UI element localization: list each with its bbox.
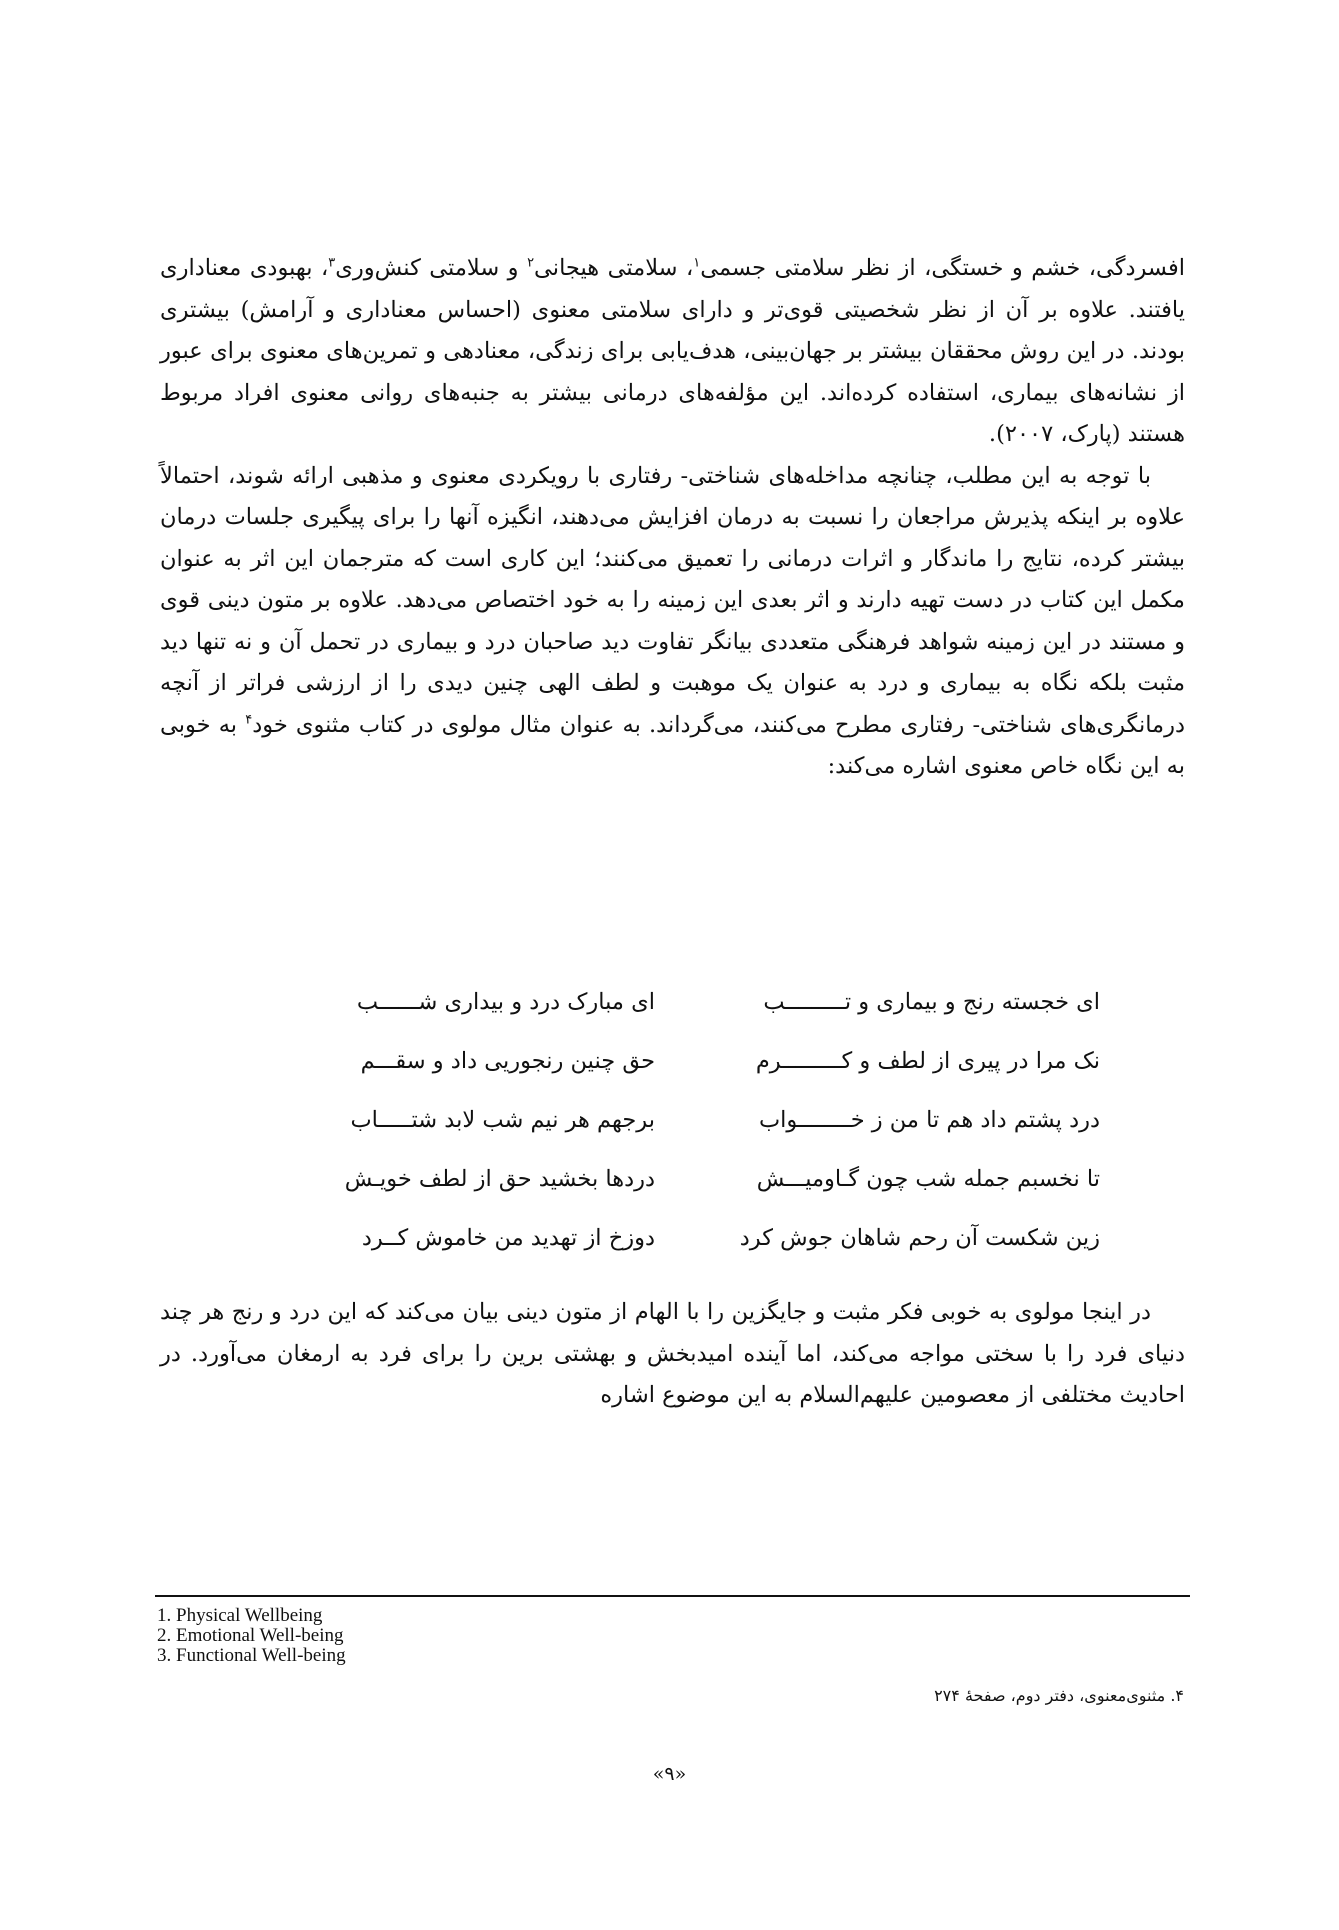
- hemistich-first: زین شکست آن رحم شاهان جوش کرد: [739, 1224, 1100, 1251]
- hemistich-second: برجهم هر نیم شب لابد شتـــــاب: [350, 1106, 655, 1133]
- hemistich-second: دردها بخشید حق از لطف خویـش: [344, 1165, 655, 1192]
- footnote-marker: ۳: [328, 255, 336, 271]
- paragraph: در اینجا مولوی به خوبی فکر مثبت و جایگزین را با الهام از متون دینی بیان می‌کند که این درد و رنج هر چند دنیای فرد را با سختی مواجه می‌کند، اما آینده امیدبخش و بهشتی برین را برای فرد به ارمغان می‌آورد. در احادیث مختلفی از معصومین علیهم‌السلام به این موضوع اشاره: [160, 1299, 1185, 1408]
- poem-verse: [290, 1149, 1100, 1208]
- paragraph: [160, 248, 1185, 456]
- poem-verse: [290, 1208, 1100, 1267]
- poem-verse: [290, 1090, 1100, 1149]
- hemistich-first: ای خجسته رنج و بیماری و تـــــــــب: [763, 988, 1100, 1015]
- hemistich-second: حق چنین رنجوریی داد و سقـــم: [360, 1047, 655, 1074]
- text-run: ، سلامتی هیجانی: [534, 255, 694, 281]
- text-run: به خوبی به این نگاه خاص معنوی اشاره می‌کند:: [160, 711, 1185, 779]
- text-run: و سلامتی کنش‌وری: [335, 255, 528, 281]
- footnote-1: 1. Physical Wellbeing: [157, 1605, 323, 1626]
- footnote-2: 2. Emotional Well-being: [157, 1625, 344, 1646]
- text-run: ، بهبودی معناداری یافتند. علاوه بر آن از نظر شخصیتی قوی‌تر و دارای سلامتی معنوی (احساس معناداری و آرامش) بیشتری بودند. در این روش محققان بیشتر بر جهان‌بینی، هدف‌یابی برای زندگی، معنادهی و تمرین‌های معنوی برای عبور از نشانه‌های بیماری، استفاده کرده‌اند. این مؤلفه‌های درمانی بیشتر به جنبه‌های روانی معنوی افراد مربوط هستند (پارک، ۲۰۰۷).: [160, 255, 1185, 447]
- hemistich-first: نک مرا در پیری از لطف و کـــــــــرم: [755, 1047, 1100, 1074]
- text-run: افسردگی، خشم و خستگی، از نظر سلامتی جسمی: [700, 255, 1185, 281]
- footnote-4: ۴. مثنوی‌معنوی، دفتر دوم، صفحهٔ ۲۷۴: [934, 1686, 1184, 1705]
- footnote-marker: ۲: [527, 255, 535, 271]
- body-text: [160, 248, 1185, 788]
- hemistich-first: تا نخسبم جمله شب چون گـاومیـــش: [756, 1165, 1100, 1192]
- footnote-marker: ۱: [693, 255, 701, 271]
- after-poem-paragraph: [160, 1292, 1185, 1417]
- page-number: «۹»: [652, 1763, 687, 1785]
- footnote-divider: [155, 1595, 1190, 1597]
- hemistich-first: درد پشتم داد هم تا من ز خــــــــواب: [758, 1106, 1100, 1133]
- hemistich-second: ای مبارک درد و بیداری شــــــب: [356, 988, 655, 1015]
- poem: [290, 972, 1100, 1267]
- poem-verse: [290, 1031, 1100, 1090]
- footnote-3: 3. Functional Well-being: [157, 1645, 346, 1666]
- footnotes-english: [157, 1606, 346, 1666]
- poem-verse: [290, 972, 1100, 1031]
- hemistich-second: دوزخ از تهدید من خاموش کــرد: [361, 1224, 655, 1251]
- footnote-marker: ۴: [245, 712, 253, 727]
- paragraph: [160, 456, 1185, 788]
- text-run: با توجه به این مطلب، چنانچه مداخله‌های شناختی- رفتاری با رویکردی معنوی و مذهبی ارائه شوند، احتمالاً علاوه بر اینکه پذیرش مراجعان را نسبت به درمان افزایش می‌دهند، انگیزه آنها را برای پیگیری جلسات درمان بیشتر کرده، نتایج را ماندگار و اثرات درمانی را تعمیق می‌کنند؛ این کاری است که مترجمان این اثر به عنوان مکمل این کتاب در دست تهیه دارند و اثر بعدی این زمینه را به خود اختصاص می‌دهد. علاوه بر متون دینی قوی و مستند در این زمینه شواهد فرهنگی متعددی بیانگر تفاوت دید صاحبان درد و بیماری در تحمل آن و نه تنها دید مثبت بلکه نگاه به بیماری و درد به عنوان یک موهبت و لطف الهی چنین دیدی را از ارزشی فراتر از آنچه درمانگری‌های شناختی- رفتاری مطرح می‌کنند، می‌گرداند. به عنوان مثال مولوی در کتاب مثنوی خود: [160, 462, 1185, 738]
